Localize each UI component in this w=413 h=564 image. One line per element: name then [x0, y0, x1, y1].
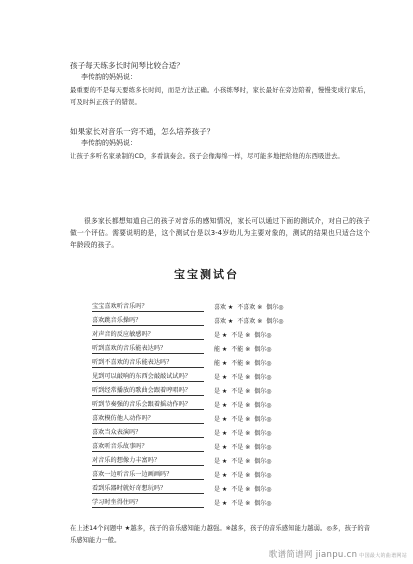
test-option: 不能 ※: [231, 360, 251, 367]
test-options: [214, 443, 275, 452]
test-row: [92, 382, 342, 396]
test-table: [92, 298, 342, 508]
test-question: 见到可以敲响的东西会敲敲试试吗？: [92, 372, 204, 382]
test-option: 偶尔◎: [254, 486, 272, 493]
test-option: 不是 ※: [231, 444, 251, 451]
test-row: [92, 438, 342, 452]
test-question: 喜欢听音乐故事吗？: [92, 442, 204, 452]
test-option: 是 ★: [214, 388, 228, 395]
test-option: 是 ★: [214, 416, 228, 423]
test-option: 是 ★: [214, 402, 228, 409]
qa-block-1: [70, 61, 370, 109]
test-option: 不能 ※: [231, 346, 251, 353]
test-option: 偶尔◎: [266, 304, 284, 311]
test-options: [214, 331, 275, 340]
test-options: [214, 359, 275, 368]
test-option: 偶尔◎: [254, 374, 272, 381]
test-option: 喜欢 ★: [214, 318, 234, 325]
test-row: [92, 312, 342, 326]
test-option: 能 ★: [214, 346, 228, 353]
test-option: 能 ★: [214, 360, 228, 367]
test-option: 不是 ※: [231, 430, 251, 437]
test-row: [92, 494, 342, 508]
test-option: 不是 ※: [231, 486, 251, 493]
test-row: [92, 410, 342, 424]
test-options: [214, 457, 275, 466]
question-2: 如果家长对音乐一窍不通，怎么培养孩子？: [70, 127, 215, 136]
test-option: 偶尔◎: [254, 430, 272, 437]
test-option: 偶尔◎: [254, 472, 272, 479]
test-row: [92, 298, 342, 312]
test-option: 不是 ※: [231, 458, 251, 465]
test-option: 偶尔◎: [254, 360, 272, 367]
test-row: [92, 396, 342, 410]
test-question: 学习时坐得住吗？: [92, 498, 204, 508]
test-option: 是 ★: [214, 444, 228, 451]
test-row: [92, 354, 342, 368]
test-option: 是 ★: [214, 500, 228, 507]
test-question: 喜欢模仿他人动作吗？: [92, 414, 204, 424]
test-option: 不是 ※: [231, 332, 251, 339]
test-option: 不喜欢 ※: [237, 318, 263, 325]
test-option: 偶尔◎: [254, 388, 272, 395]
summary-paragraph: 在上述14个问题中 ★越多，孩子的音乐感知能力越强。※越多，孩子的音乐感知能力越弱。◎多，孩子的音乐感知能力一般。: [70, 525, 370, 545]
test-question: 对声音的反应敏感吗？: [92, 330, 204, 340]
test-option: 是 ★: [214, 430, 228, 437]
test-option: 是 ★: [214, 486, 228, 493]
test-option: 是 ★: [214, 458, 228, 465]
test-option: 偶尔◎: [266, 318, 284, 325]
test-option: 偶尔◎: [254, 416, 272, 423]
speaker-2: 李传韵的妈妈说：: [81, 139, 137, 147]
test-title: 宝宝测试台: [174, 268, 239, 281]
test-question: 对音乐的想像力丰富吗？: [92, 456, 204, 466]
test-options: [214, 345, 275, 354]
test-option: 是 ★: [214, 374, 228, 381]
test-question: 听到喜欢的音乐能表达吗？: [92, 344, 204, 354]
test-option: 不是 ※: [231, 402, 251, 409]
test-row: [92, 326, 342, 340]
answer-2: 让孩子多听名家录制的CD，多看演奏会。孩子会像海绵一样，尽可能多地把给他的东西吸进去。: [70, 153, 344, 160]
test-option: 不是 ※: [231, 500, 251, 507]
test-question: 喜欢一边听音乐一边画画吗？: [92, 470, 204, 480]
test-option: 偶尔◎: [254, 346, 272, 353]
test-question: 喜欢当众表演吗？: [92, 428, 204, 438]
test-row: [92, 424, 342, 438]
test-options: [214, 401, 275, 410]
test-option: 是 ★: [214, 332, 228, 339]
test-options: [214, 387, 275, 396]
test-row: [92, 452, 342, 466]
test-options: [214, 471, 275, 480]
test-options: [214, 485, 275, 494]
test-option: 偶尔◎: [254, 444, 272, 451]
test-option: 不是 ※: [231, 388, 251, 395]
watermark-subtext: 中国最大的曲谱网站: [359, 553, 407, 559]
test-options: [214, 303, 287, 312]
test-options: [214, 429, 275, 438]
question-1: 孩子每天练多长时间琴比较合适？: [70, 61, 184, 70]
qa-block-2: [70, 127, 370, 163]
test-option: 偶尔◎: [254, 500, 272, 507]
test-row: [92, 480, 342, 494]
test-option: 偶尔◎: [254, 332, 272, 339]
test-option: 偶尔◎: [254, 458, 272, 465]
test-option: 偶尔◎: [254, 402, 272, 409]
intro-paragraph: 很多家长都想知道自己的孩子对音乐的感知情况，家长可以通过下面的测试介，对自己的孩子做一个评估。需要说明的是，这个测试台是以3-4岁幼儿为主要对象的，测试的结果也只适合这个年龄段的孩子。: [70, 216, 370, 249]
test-option: 是 ★: [214, 472, 228, 479]
test-option: 不喜欢 ※: [237, 304, 263, 311]
test-question: 看到乐器时就好奇想玩吗？: [92, 484, 204, 494]
test-option: 不是 ※: [231, 416, 251, 423]
test-options: [214, 373, 275, 382]
answer-1: 最重要的不是每天要练多长时间，而是方法正确。小孩练琴时，家长最好在旁边陪着，慢慢变成行家后，可及时纠正孩子的错误。: [70, 87, 370, 106]
test-option: 不是 ※: [231, 472, 251, 479]
test-row: [92, 466, 342, 480]
test-question: 喜欢跳音乐操吗？: [92, 316, 204, 326]
test-question: 听到经常播放的歌曲会跟着哼唱吗？: [92, 386, 204, 396]
watermark-text: 歌谱简谱网 jianpu.cn: [268, 550, 358, 560]
test-options: [214, 317, 287, 326]
test-question: 听到不喜欢的音乐能表达吗？: [92, 358, 204, 368]
test-row: [92, 368, 342, 382]
test-question: 听到节奏强的音乐会跟着摇动作吗？: [92, 400, 204, 410]
test-question: 宝宝喜欢听音乐吗？: [92, 302, 204, 312]
test-row: [92, 340, 342, 354]
test-options: [214, 415, 275, 424]
test-option: 喜欢 ★: [214, 304, 234, 311]
test-option: 不是 ※: [231, 374, 251, 381]
test-options: [214, 499, 275, 508]
speaker-1: 李传韵的妈妈说：: [81, 73, 137, 81]
watermark: [269, 548, 407, 560]
